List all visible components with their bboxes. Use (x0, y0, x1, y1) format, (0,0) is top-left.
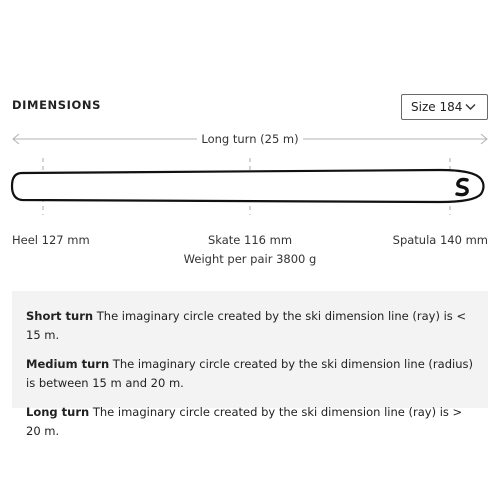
turn-definitions-panel (12, 291, 488, 438)
definition-text: The imaginary circle created by the ski dimension line (ray) is > 20 m. (26, 405, 463, 438)
heel-label: Heel 127 mm (12, 233, 90, 247)
turn-label: Long turn (25 m) (197, 132, 302, 146)
definition-term: Medium turn (26, 357, 110, 371)
definition-short-turn (26, 307, 474, 345)
turn-label-row (0, 132, 500, 146)
dimensions-title: DIMENSIONS (12, 98, 101, 112)
skate-label: Skate 116 mm (207, 233, 293, 247)
ski-outline (12, 170, 484, 202)
definition-term: Short turn (26, 309, 94, 323)
definition-term: Long turn (26, 405, 90, 419)
weight-label: Weight per pair 3800 g (183, 252, 317, 266)
definition-long-turn (26, 403, 474, 441)
definition-text: The imaginary circle created by the ski dimension line (radius) is between 15 m and 20 m. (26, 357, 473, 390)
spatula-label: Spatula 140 mm (392, 233, 488, 247)
definition-medium-turn (26, 355, 474, 393)
definition-text: The imaginary circle created by the ski dimension line (ray) is < 15 m. (26, 309, 467, 342)
size-select-value: Size 184 (411, 100, 463, 114)
